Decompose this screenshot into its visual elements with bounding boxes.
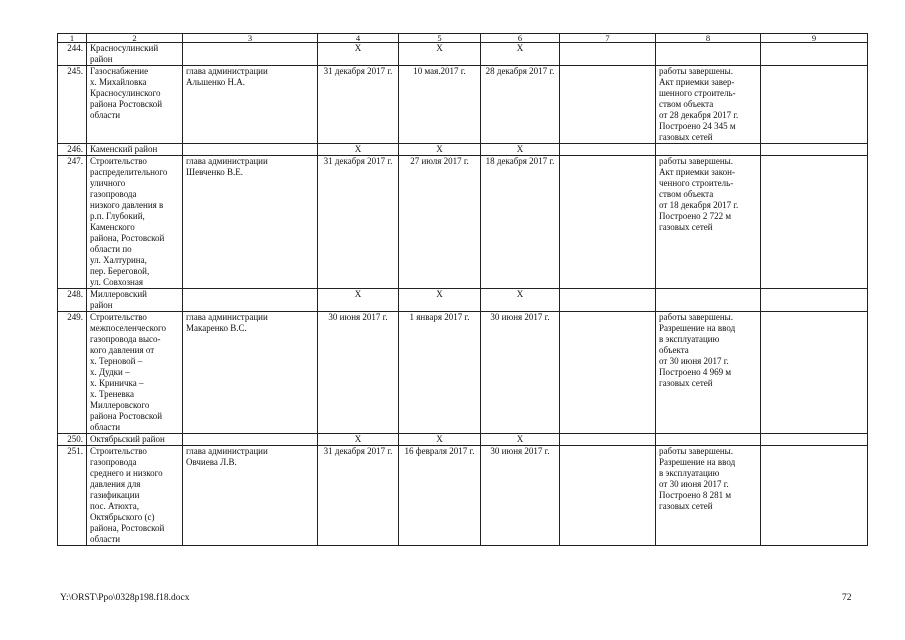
status-note — [656, 434, 761, 446]
responsible-person — [183, 144, 318, 156]
completion-date: 18 декабря 2017 г. — [481, 156, 560, 289]
object-name: Газоснабжение х. Михайловка Красносулинского района Ростовской области — [87, 66, 183, 144]
column-7-cell — [560, 156, 656, 289]
start-date: 1 января 2017 г. — [399, 312, 481, 434]
object-name: Красносулинский район — [87, 43, 183, 66]
column-number: 8 — [656, 34, 761, 43]
column-9-cell — [761, 66, 868, 144]
planned-date: Х — [318, 289, 399, 312]
object-name: Строительство распределительного уличного газопровода низкого давления в р.п. Глубокий, Каменского района, Ростовской области по ул. Халтурина, пер. Береговой, ул. Совхозная — [87, 156, 183, 289]
start-date: Х — [399, 43, 481, 66]
planned-date: 30 июня 2017 г. — [318, 312, 399, 434]
column-number: 4 — [318, 34, 399, 43]
completion-date: Х — [481, 289, 560, 312]
start-date: Х — [399, 289, 481, 312]
district-row — [58, 43, 868, 66]
column-9-cell — [761, 446, 868, 546]
planned-date: 31 декабря 2017 г. — [318, 446, 399, 546]
column-7-cell — [560, 144, 656, 156]
planned-date: 31 декабря 2017 г. — [318, 156, 399, 289]
responsible-person — [183, 289, 318, 312]
object-name: Каменский район — [87, 144, 183, 156]
status-note: работы завершены. Акт приемки завер- шенного строитель- ством объекта от 28 декабря 2017 г. Построено 24 345 м газовых сетей — [656, 66, 761, 144]
table-row — [58, 312, 868, 434]
column-number-row — [58, 34, 868, 43]
row-number: 244. — [58, 43, 87, 66]
completion-date: 30 июня 2017 г. — [481, 446, 560, 546]
responsible-person: глава администрации Альшенко Н.А. — [183, 66, 318, 144]
row-number: 249. — [58, 312, 87, 434]
table-body — [58, 34, 868, 546]
column-number: 2 — [87, 34, 183, 43]
column-9-cell — [761, 144, 868, 156]
column-number: 3 — [183, 34, 318, 43]
object-name: Октябрьский район — [87, 434, 183, 446]
row-number: 245. — [58, 66, 87, 144]
district-row — [58, 289, 868, 312]
completion-date: Х — [481, 43, 560, 66]
status-note: работы завершены. Акт приемки закон- ченного строитель- ством объекта от 18 декабря 2017 г. Построено 2 722 м газовых сетей — [656, 156, 761, 289]
column-7-cell — [560, 434, 656, 446]
column-9-cell — [761, 289, 868, 312]
report-table — [57, 33, 868, 546]
column-7-cell — [560, 66, 656, 144]
column-9-cell — [761, 312, 868, 434]
responsible-person — [183, 434, 318, 446]
column-number: 7 — [560, 34, 656, 43]
planned-date: Х — [318, 434, 399, 446]
start-date: 10 мая.2017 г. — [399, 66, 481, 144]
column-9-cell — [761, 156, 868, 289]
column-number: 5 — [399, 34, 481, 43]
status-note — [656, 144, 761, 156]
completion-date: 30 июня 2017 г. — [481, 312, 560, 434]
responsible-person: глава администрации Шевченко В.Е. — [183, 156, 318, 289]
planned-date: Х — [318, 43, 399, 66]
responsible-person: глава администрации Овчиева Л.В. — [183, 446, 318, 546]
table-row — [58, 446, 868, 546]
column-7-cell — [560, 312, 656, 434]
status-note: работы завершены. Разрешение на ввод в эксплуатацию объекта от 30 июня 2017 г. Построено 4 969 м газовых сетей — [656, 312, 761, 434]
status-note — [656, 289, 761, 312]
column-7-cell — [560, 43, 656, 66]
object-name: Строительство межпоселенческого газопровода высо- кого давления от х. Терновой – х. Дудки – х. Криничка – х. Треневка Миллеровского района Ростовской области — [87, 312, 183, 434]
column-9-cell — [761, 43, 868, 66]
column-7-cell — [560, 446, 656, 546]
row-number: 248. — [58, 289, 87, 312]
responsible-person: глава администрации Макаренко В.С. — [183, 312, 318, 434]
planned-date: Х — [318, 144, 399, 156]
completion-date: Х — [481, 144, 560, 156]
table-row — [58, 66, 868, 144]
column-number: 9 — [761, 34, 868, 43]
row-number: 251. — [58, 446, 87, 546]
column-number: 1 — [58, 34, 87, 43]
row-number: 246. — [58, 144, 87, 156]
start-date: 27 июля 2017 г. — [399, 156, 481, 289]
status-note — [656, 43, 761, 66]
completion-date: 28 декабря 2017 г. — [481, 66, 560, 144]
completion-date: Х — [481, 434, 560, 446]
object-name: Миллеровский район — [87, 289, 183, 312]
start-date: Х — [399, 434, 481, 446]
district-row — [58, 144, 868, 156]
district-row — [58, 434, 868, 446]
column-7-cell — [560, 289, 656, 312]
column-9-cell — [761, 434, 868, 446]
object-name: Строительство газопровода среднего и низкого давления для газификации пос. Атюхта, Октябрьского (с) района, Ростовской области — [87, 446, 183, 546]
table-row — [58, 156, 868, 289]
planned-date: 31 декабря 2017 г. — [318, 66, 399, 144]
footer-file-path: Y:\ORST\Ppo\0328p198.f18.docx — [60, 593, 190, 603]
status-note: работы завершены. Разрешение на ввод в эксплуатацию от 30 июня 2017 г. Построено 8 281 м газовых сетей — [656, 446, 761, 546]
row-number: 247. — [58, 156, 87, 289]
start-date: Х — [399, 144, 481, 156]
responsible-person — [183, 43, 318, 66]
start-date: 16 февраля 2017 г. — [399, 446, 481, 546]
row-number: 250. — [58, 434, 87, 446]
page-number: 72 — [842, 593, 852, 603]
column-number: 6 — [481, 34, 560, 43]
